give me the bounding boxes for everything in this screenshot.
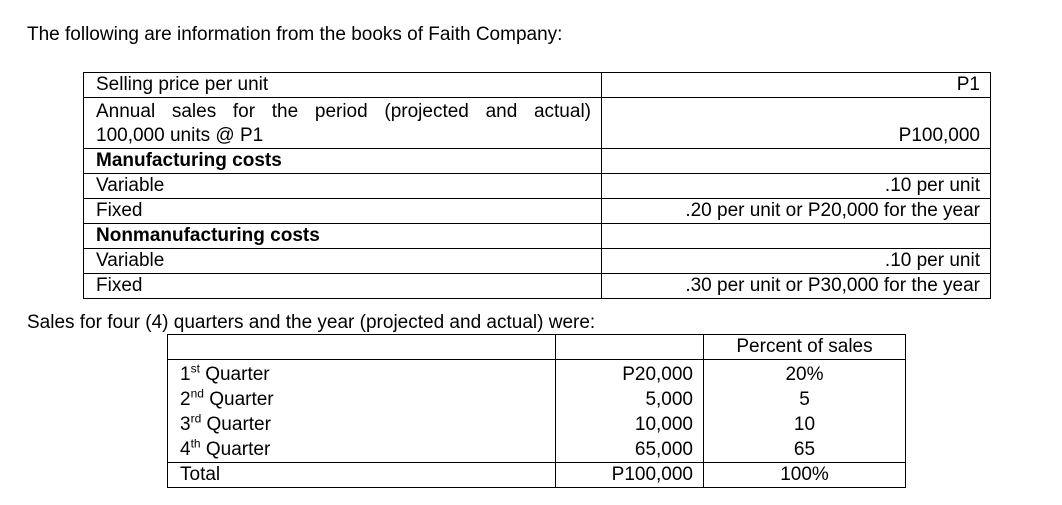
quarter-percent: 65 bbox=[793, 439, 816, 460]
nonmfg-fixed-label: Fixed bbox=[84, 274, 602, 299]
quarter-percent: 5 bbox=[799, 389, 810, 410]
table-row bbox=[84, 149, 991, 174]
table-row bbox=[84, 249, 991, 274]
table-row bbox=[84, 73, 991, 98]
quarter-amount: 5,000 bbox=[645, 389, 693, 410]
table-row bbox=[168, 463, 906, 488]
empty-cell bbox=[168, 335, 556, 360]
quarter-percent: 10 bbox=[793, 414, 816, 435]
quarter-label: 4th Quarter bbox=[180, 436, 271, 460]
nonmanufacturing-heading: Nonmanufacturing costs bbox=[84, 224, 602, 249]
quarter-percents bbox=[704, 360, 906, 463]
annual-sales-value: P100,000 bbox=[602, 98, 991, 149]
quarter-amount: P20,000 bbox=[622, 364, 693, 385]
percent-header: Percent of sales bbox=[704, 335, 906, 360]
selling-price-value: P1 bbox=[602, 73, 991, 98]
annual-sales-line1: Annual sales for the period (projected and actual) bbox=[96, 101, 591, 122]
total-label: Total bbox=[168, 463, 556, 488]
annual-sales-label bbox=[84, 98, 602, 149]
quarterly-sales-table bbox=[167, 334, 906, 488]
quarter-label: 1st Quarter bbox=[180, 361, 270, 385]
nonmfg-variable-label: Variable bbox=[84, 249, 602, 274]
table-row bbox=[84, 98, 991, 149]
cost-info-table bbox=[83, 72, 991, 299]
annual-sales-line2: 100,000 units @ P1 bbox=[96, 125, 264, 146]
table-row bbox=[168, 335, 906, 360]
quarter-percent: 20% bbox=[785, 364, 824, 385]
quarter-amounts bbox=[556, 360, 704, 463]
manufacturing-heading: Manufacturing costs bbox=[84, 149, 602, 174]
mfg-variable-label: Variable bbox=[84, 174, 602, 199]
mfg-variable-value: .10 per unit bbox=[602, 174, 991, 199]
total-amount: P100,000 bbox=[556, 463, 704, 488]
sales-intro-text: Sales for four (4) quarters and the year (projected and actual) were: bbox=[27, 312, 596, 333]
empty-cell bbox=[556, 335, 704, 360]
empty-cell bbox=[602, 224, 991, 249]
intro-text: The following are information from the books of Faith Company: bbox=[27, 24, 563, 45]
empty-cell bbox=[602, 149, 991, 174]
quarter-label: 3rd Quarter bbox=[180, 411, 271, 435]
quarter-amount: 65,000 bbox=[634, 439, 693, 460]
mfg-fixed-label: Fixed bbox=[84, 199, 602, 224]
total-percent: 100% bbox=[704, 463, 906, 488]
nonmfg-variable-value: .10 per unit bbox=[602, 249, 991, 274]
selling-price-label: Selling price per unit bbox=[84, 73, 602, 98]
quarter-amount: 10,000 bbox=[634, 414, 693, 435]
table-row bbox=[84, 199, 991, 224]
table-row bbox=[168, 360, 906, 463]
quarter-labels bbox=[168, 360, 556, 463]
mfg-fixed-value: .20 per unit or P20,000 for the year bbox=[602, 199, 991, 224]
table-row bbox=[84, 224, 991, 249]
table-row bbox=[84, 174, 991, 199]
table-row bbox=[84, 274, 991, 299]
nonmfg-fixed-value: .30 per unit or P30,000 for the year bbox=[602, 274, 991, 299]
quarter-label: 2nd Quarter bbox=[180, 386, 274, 410]
